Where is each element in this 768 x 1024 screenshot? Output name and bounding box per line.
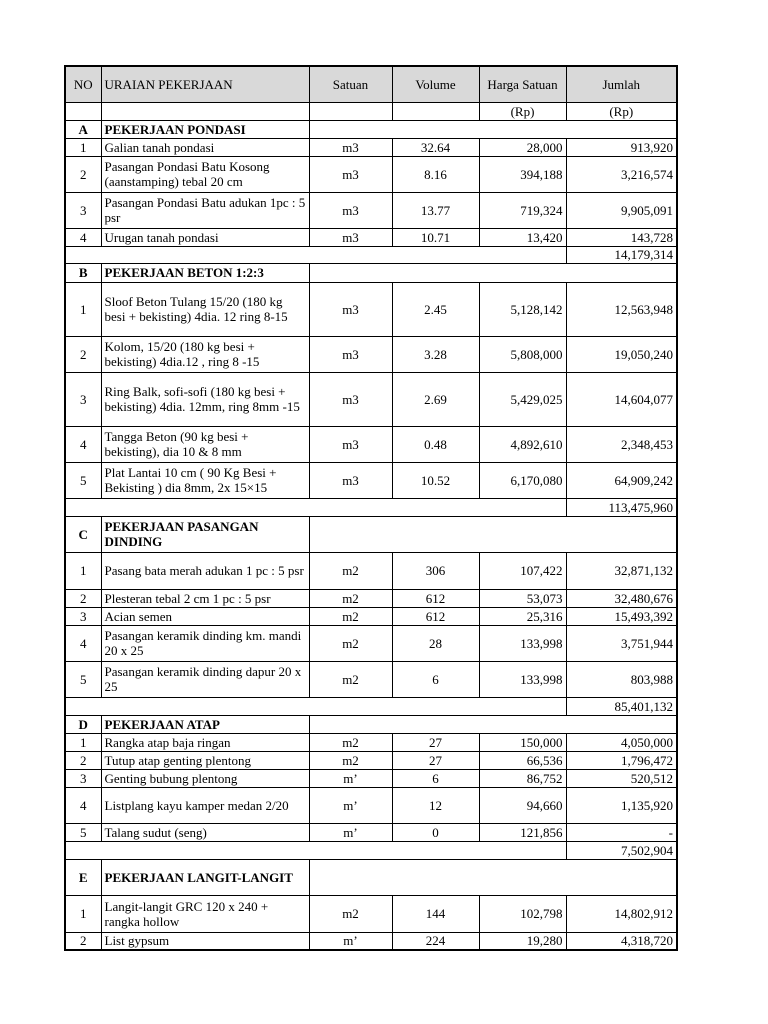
item-volume: 306	[392, 552, 479, 589]
section-title: PEKERJAAN PASANGAN DINDING	[101, 516, 309, 552]
header-row	[65, 66, 677, 102]
item-unit-price: 19,280	[479, 932, 566, 950]
subtotal-blank	[65, 841, 566, 859]
item-total: 3,216,574	[566, 156, 677, 192]
item-volume: 28	[392, 625, 479, 661]
item-unit-price: 25,316	[479, 607, 566, 625]
cost-estimate-sheet	[64, 65, 676, 951]
table-row	[65, 426, 677, 462]
item-total: 15,493,392	[566, 607, 677, 625]
section-subtotal: 113,475,960	[566, 498, 677, 516]
item-unit: m3	[309, 138, 392, 156]
item-unit: m2	[309, 661, 392, 697]
section-filler	[309, 516, 677, 552]
item-description: Pasangan keramik dinding dapur 20 x 25	[101, 661, 309, 697]
item-volume: 3.28	[392, 336, 479, 372]
item-volume: 612	[392, 589, 479, 607]
item-volume: 27	[392, 751, 479, 769]
item-no: 2	[65, 751, 101, 769]
item-no: 1	[65, 282, 101, 336]
item-volume: 12	[392, 787, 479, 823]
item-unit-price: 86,752	[479, 769, 566, 787]
item-unit: m’	[309, 769, 392, 787]
table-row	[65, 552, 677, 589]
table-row	[65, 372, 677, 426]
section-title: PEKERJAAN BETON 1:2:3	[101, 263, 309, 282]
item-description: Pasangan Pondasi Batu adukan 1pc : 5 psr	[101, 192, 309, 228]
unit-cell-empty	[392, 102, 479, 120]
item-volume: 2.69	[392, 372, 479, 426]
item-unit-price: 121,856	[479, 823, 566, 841]
section-filler	[309, 859, 677, 895]
item-total: 14,604,077	[566, 372, 677, 426]
header-uraian: URAIAN PEKERJAAN	[101, 66, 309, 102]
item-unit-price: 53,073	[479, 589, 566, 607]
unit-cell-empty	[101, 102, 309, 120]
item-total: 1,796,472	[566, 751, 677, 769]
item-no: 4	[65, 787, 101, 823]
cost-table	[64, 65, 678, 951]
section-subtotal: 85,401,132	[566, 697, 677, 715]
item-description: Acian semen	[101, 607, 309, 625]
item-unit-price: 94,660	[479, 787, 566, 823]
item-description: Galian tanah pondasi	[101, 138, 309, 156]
table-row	[65, 932, 677, 950]
item-total: 32,480,676	[566, 589, 677, 607]
table-row	[65, 787, 677, 823]
item-unit-price: 66,536	[479, 751, 566, 769]
header-jumlah: Jumlah	[566, 66, 677, 102]
item-description: Listplang kayu kamper medan 2/20	[101, 787, 309, 823]
item-total: 1,135,920	[566, 787, 677, 823]
item-no: 4	[65, 228, 101, 246]
item-unit-price: 28,000	[479, 138, 566, 156]
table-row	[65, 156, 677, 192]
section-filler	[309, 715, 677, 733]
item-no: 3	[65, 607, 101, 625]
item-unit-price: 133,998	[479, 625, 566, 661]
item-no: 2	[65, 336, 101, 372]
item-total: 64,909,242	[566, 462, 677, 498]
section-row	[65, 516, 677, 552]
item-unit: m3	[309, 426, 392, 462]
header-harga-unit: (Rp)	[479, 102, 566, 120]
item-unit: m2	[309, 751, 392, 769]
table-row	[65, 589, 677, 607]
item-unit-price: 4,892,610	[479, 426, 566, 462]
item-unit: m’	[309, 787, 392, 823]
item-description: Ring Balk, sofi-sofi (180 kg besi + bekisting) 4dia. 12mm, ring 8mm -15	[101, 372, 309, 426]
item-description: List gypsum	[101, 932, 309, 950]
item-unit: m2	[309, 552, 392, 589]
item-volume: 6	[392, 661, 479, 697]
section-row	[65, 859, 677, 895]
subtotal-row	[65, 697, 677, 715]
item-no: 4	[65, 625, 101, 661]
subtotal-row	[65, 498, 677, 516]
item-description: Rangka atap baja ringan	[101, 733, 309, 751]
item-no: 1	[65, 552, 101, 589]
table-row	[65, 895, 677, 932]
item-unit: m3	[309, 156, 392, 192]
item-volume: 10.52	[392, 462, 479, 498]
item-volume: 10.71	[392, 228, 479, 246]
table-row	[65, 282, 677, 336]
item-unit-price: 13,420	[479, 228, 566, 246]
item-volume: 6	[392, 769, 479, 787]
item-volume: 612	[392, 607, 479, 625]
table-row	[65, 138, 677, 156]
item-unit: m3	[309, 372, 392, 426]
item-no: 1	[65, 895, 101, 932]
item-unit-price: 719,324	[479, 192, 566, 228]
item-total: 19,050,240	[566, 336, 677, 372]
item-no: 3	[65, 372, 101, 426]
subtotal-blank	[65, 697, 566, 715]
item-description: Pasang bata merah adukan 1 pc : 5 psr	[101, 552, 309, 589]
item-description: Langit-langit GRC 120 x 240 + rangka hollow	[101, 895, 309, 932]
table-row	[65, 823, 677, 841]
item-total: 520,512	[566, 769, 677, 787]
item-volume: 8.16	[392, 156, 479, 192]
section-code: A	[65, 120, 101, 138]
table-body	[65, 66, 677, 950]
header-jumlah-unit: (Rp)	[566, 102, 677, 120]
item-total: 913,920	[566, 138, 677, 156]
section-code: B	[65, 263, 101, 282]
item-total: -	[566, 823, 677, 841]
item-no: 3	[65, 769, 101, 787]
header-volume: Volume	[392, 66, 479, 102]
item-unit-price: 394,188	[479, 156, 566, 192]
subtotal-row	[65, 841, 677, 859]
item-volume: 0.48	[392, 426, 479, 462]
item-unit-price: 133,998	[479, 661, 566, 697]
section-row	[65, 263, 677, 282]
item-description: Plesteran tebal 2 cm 1 pc : 5 psr	[101, 589, 309, 607]
item-unit: m3	[309, 282, 392, 336]
item-no: 5	[65, 462, 101, 498]
item-unit-price: 5,128,142	[479, 282, 566, 336]
item-description: Genting bubung plentong	[101, 769, 309, 787]
item-unit: m2	[309, 895, 392, 932]
item-total: 32,871,132	[566, 552, 677, 589]
table-row	[65, 336, 677, 372]
item-description: Pasangan Pondasi Batu Kosong (aanstamping) tebal 20 cm	[101, 156, 309, 192]
item-description: Pasangan keramik dinding km. mandi 20 x 25	[101, 625, 309, 661]
subtotal-row	[65, 246, 677, 263]
item-total: 803,988	[566, 661, 677, 697]
item-unit: m’	[309, 823, 392, 841]
item-no: 1	[65, 138, 101, 156]
table-row	[65, 625, 677, 661]
header-harga: Harga Satuan	[479, 66, 566, 102]
item-unit: m3	[309, 462, 392, 498]
table-row	[65, 462, 677, 498]
item-total: 12,563,948	[566, 282, 677, 336]
item-unit-price: 5,429,025	[479, 372, 566, 426]
item-description: Talang sudut (seng)	[101, 823, 309, 841]
item-unit-price: 150,000	[479, 733, 566, 751]
item-total: 9,905,091	[566, 192, 677, 228]
item-volume: 224	[392, 932, 479, 950]
section-title: PEKERJAAN LANGIT-LANGIT	[101, 859, 309, 895]
table-row	[65, 661, 677, 697]
section-subtotal: 14,179,314	[566, 246, 677, 263]
item-description: Tutup atap genting plentong	[101, 751, 309, 769]
item-volume: 2.45	[392, 282, 479, 336]
item-unit: m3	[309, 336, 392, 372]
section-code: D	[65, 715, 101, 733]
section-filler	[309, 263, 677, 282]
item-unit-price: 107,422	[479, 552, 566, 589]
item-volume: 0	[392, 823, 479, 841]
item-unit-price: 6,170,080	[479, 462, 566, 498]
section-row	[65, 120, 677, 138]
section-code: C	[65, 516, 101, 552]
item-unit-price: 5,808,000	[479, 336, 566, 372]
header-no: NO	[65, 66, 101, 102]
section-row	[65, 715, 677, 733]
item-unit: m3	[309, 228, 392, 246]
item-unit: m2	[309, 733, 392, 751]
unit-cell-empty	[309, 102, 392, 120]
section-title: PEKERJAAN ATAP	[101, 715, 309, 733]
item-no: 3	[65, 192, 101, 228]
item-total: 143,728	[566, 228, 677, 246]
item-description: Tangga Beton (90 kg besi + bekisting), dia 10 & 8 mm	[101, 426, 309, 462]
item-description: Sloof Beton Tulang 15/20 (180 kg besi + bekisting) 4dia. 12 ring 8-15	[101, 282, 309, 336]
item-total: 4,050,000	[566, 733, 677, 751]
item-no: 2	[65, 156, 101, 192]
item-description: Plat Lantai 10 cm ( 90 Kg Besi + Bekisting ) dia 8mm, 2x 15×15	[101, 462, 309, 498]
table-row	[65, 751, 677, 769]
table-row	[65, 769, 677, 787]
item-total: 14,802,912	[566, 895, 677, 932]
subtotal-blank	[65, 498, 566, 516]
subtotal-blank	[65, 246, 566, 263]
item-total: 2,348,453	[566, 426, 677, 462]
item-volume: 32.64	[392, 138, 479, 156]
item-no: 1	[65, 733, 101, 751]
item-unit: m2	[309, 625, 392, 661]
item-no: 5	[65, 823, 101, 841]
section-title: PEKERJAAN PONDASI	[101, 120, 309, 138]
item-unit: m3	[309, 192, 392, 228]
item-unit: m2	[309, 607, 392, 625]
section-subtotal: 7,502,904	[566, 841, 677, 859]
section-code: E	[65, 859, 101, 895]
item-unit: m’	[309, 932, 392, 950]
table-row	[65, 192, 677, 228]
item-no: 2	[65, 589, 101, 607]
item-description: Urugan tanah pondasi	[101, 228, 309, 246]
item-unit: m2	[309, 589, 392, 607]
item-no: 5	[65, 661, 101, 697]
section-filler	[309, 120, 677, 138]
table-row	[65, 228, 677, 246]
item-volume: 144	[392, 895, 479, 932]
item-total: 3,751,944	[566, 625, 677, 661]
unit-cell-empty	[65, 102, 101, 120]
header-satuan: Satuan	[309, 66, 392, 102]
item-total: 4,318,720	[566, 932, 677, 950]
item-volume: 13.77	[392, 192, 479, 228]
item-no: 4	[65, 426, 101, 462]
table-row	[65, 607, 677, 625]
item-description: Kolom, 15/20 (180 kg besi + bekisting) 4dia.12 , ring 8 -15	[101, 336, 309, 372]
table-row	[65, 733, 677, 751]
item-no: 2	[65, 932, 101, 950]
item-volume: 27	[392, 733, 479, 751]
unit-row	[65, 102, 677, 120]
item-unit-price: 102,798	[479, 895, 566, 932]
